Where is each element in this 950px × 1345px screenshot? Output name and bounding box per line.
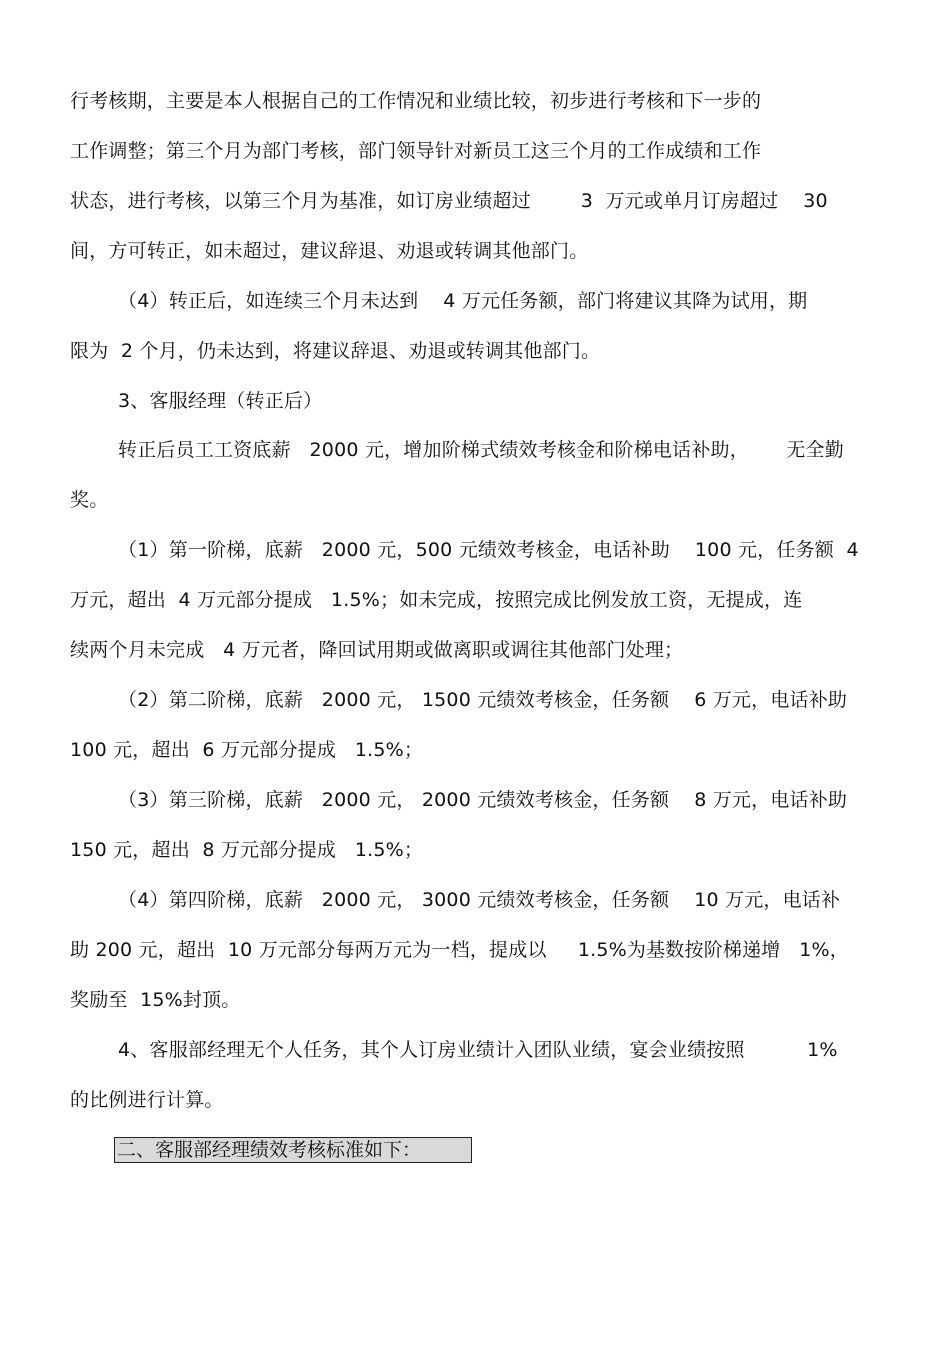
paragraph-line: 奖。 bbox=[70, 489, 109, 511]
paragraph-line: 奖励至 15%封顶。 bbox=[70, 989, 241, 1011]
section-heading: 二、客服部经理绩效考核标准如下： bbox=[117, 1139, 422, 1161]
paragraph-line: 转正后员工工资底薪 2000 元，增加阶梯式绩效考核金和阶梯电话补助， 无全勤 bbox=[118, 439, 844, 461]
paragraph-line: 工作调整；第三个月为部门考核，部门领导针对新员工这三个月的工作成绩和工作 bbox=[70, 140, 762, 162]
paragraph-line: 状态，进行考核，以第三个月为基准，如订房业绩超过 3 万元或单月订房超过 30 bbox=[70, 190, 828, 212]
paragraph-line: （3）第三阶梯，底薪 2000 元， 2000 元绩效考核金，任务额 8 万元，电话补助 bbox=[118, 789, 848, 811]
paragraph-line: （4）转正后，如连续三个月未达到 4 万元任务额，部门将建议其降为试用，期 bbox=[118, 290, 808, 312]
section-heading-box bbox=[114, 1137, 472, 1163]
paragraph-line: 间，方可转正，如未超过，建议辞退、劝退或转调其他部门。 bbox=[70, 240, 589, 262]
paragraph-line: 100 元，超出 6 万元部分提成 1.5%； bbox=[70, 739, 424, 761]
paragraph-line: 4、客服部经理无个人任务，其个人订房业绩计入团队业绩，宴会业绩按照 1% bbox=[118, 1039, 838, 1061]
section-title: 3、客服经理（转正后） bbox=[118, 390, 323, 412]
paragraph-line: （2）第二阶梯，底薪 2000 元， 1500 元绩效考核金，任务额 6 万元，电话补助 bbox=[118, 689, 848, 711]
paragraph-line: 限为 2 个月，仍未达到，将建议辞退、劝退或转调其他部门。 bbox=[70, 340, 601, 362]
paragraph-line: （1）第一阶梯，底薪 2000 元，500 元绩效考核金，电话补助 100 元，任务额 4 bbox=[118, 539, 859, 561]
paragraph-line: （4）第四阶梯，底薪 2000 元， 3000 元绩效考核金，任务额 10 万元，电话补 bbox=[118, 889, 841, 911]
paragraph-line: 的比例进行计算。 bbox=[70, 1089, 224, 1111]
paragraph-line: 行考核期，主要是本人根据自己的工作情况和业绩比较，初步进行考核和下一步的 bbox=[70, 90, 762, 112]
paragraph-line: 150 元，超出 8 万元部分提成 1.5%； bbox=[70, 839, 424, 861]
paragraph-line: 助 200 元，超出 10 万元部分每两万元为一档，提成以 1.5%为基数按阶梯递增 1%， bbox=[70, 939, 849, 961]
paragraph-line: 万元，超出 4 万元部分提成 1.5%；如未完成，按照完成比例发放工资，无提成，连 bbox=[70, 589, 803, 611]
paragraph-line: 续两个月未完成 4 万元者，降回试用期或做离职或调往其他部门处理； bbox=[70, 639, 684, 661]
